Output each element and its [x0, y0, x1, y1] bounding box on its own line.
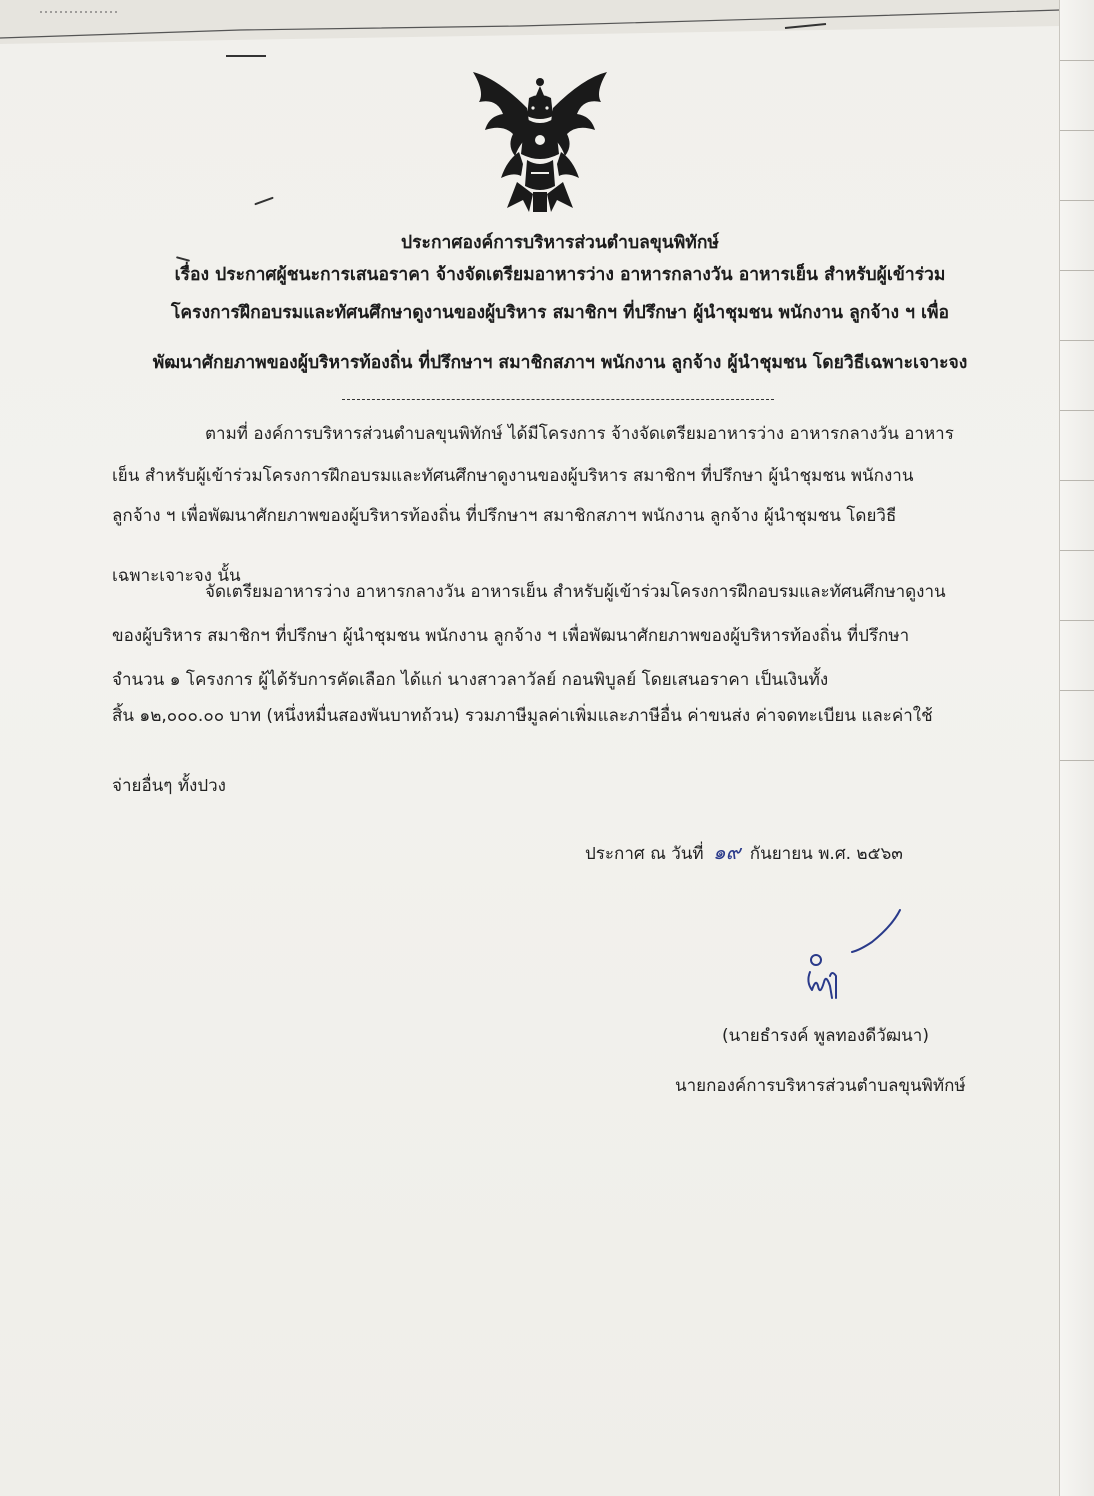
handwritten-signature-icon [796, 906, 908, 1002]
header-divider [342, 399, 774, 400]
date-suffix: กันยายน พ.ศ. ๒๕๖๓ [749, 844, 903, 864]
subject-line-3: พัฒนาศักยภาพของผู้บริหารท้องถิ่น ที่ปรึกษาฯ สมาชิกสภาฯ พนักงาน ลูกจ้าง ผู้นำชุมชน โดยวิธีเฉพาะเจาะจง [152, 353, 968, 373]
paragraph2-line3: จำนวน ๑ โครงการ ผู้ได้รับการคัดเลือก ได้แก่ นางสาวลาวัลย์ กอนพิบูลย์ โดยเสนอราคา เป็นเงินทั้ง [112, 670, 829, 690]
notebook-edge [1059, 0, 1094, 1496]
paragraph2-line2: ของผู้บริหาร สมาชิกฯ ที่ปรึกษา ผู้นำชุมชน พนักงาน ลูกจ้าง ฯ เพื่อพัฒนาศักยภาพของผู้บริหารท้องถิ่น ที่ปรึกษา [112, 626, 910, 646]
garuda-emblem-icon [467, 68, 613, 218]
subject-line-1: เรื่อง ประกาศผู้ชนะการเสนอราคา จ้างจัดเตรียมอาหารว่าง อาหารกลางวัน อาหารเย็น สำหรับผู้เข้าร่วม [174, 265, 946, 285]
signatory-name: (นายธำรงค์ พูลทองดีวัฒนา) [722, 1026, 929, 1046]
paragraph2-line5: จ่ายอื่นๆ ทั้งปวง [112, 776, 226, 796]
signatory-title: นายกองค์การบริหารส่วนตำบลขุนพิทักษ์ [675, 1076, 966, 1096]
paragraph2-line4: สิ้น ๑๒,๐๐๐.๐๐ บาท (หนึ่งหมื่นสองพันบาทถ้วน) รวมภาษีมูลค่าเพิ่มและภาษีอื่น ค่าขนส่ง ค่าจดทะเบียน และค่าใช้ [112, 706, 933, 726]
paper-top-edge [0, 0, 1094, 60]
paragraph1-line2: เย็น สำหรับผู้เข้าร่วมโครงการฝึกอบรมและทัศนศึกษาดูงานของผู้บริหาร สมาชิกฯ ที่ปรึกษา ผู้นำชุมชน พนักงาน [112, 466, 914, 486]
subject-line-2: โครงการฝึกอบรมและทัศนศึกษาดูงานของผู้บริหาร สมาชิกฯ ที่ปรึกษา ผู้นำชุมชน พนักงาน ลูกจ้าง ฯ เพื่อ [170, 303, 950, 323]
announcement-date [585, 836, 903, 868]
paragraph1-line3: ลูกจ้าง ฯ เพื่อพัฒนาศักยภาพของผู้บริหารท้องถิ่น ที่ปรึกษาฯ สมาชิกสภาฯ พนักงาน ลูกจ้าง ผู้นำชุมชน โดยวิธี [112, 506, 897, 526]
date-day-handwritten: ๑๙ [713, 840, 741, 864]
paragraph1-line4: เฉพาะเจาะจง นั้น [112, 566, 241, 586]
paragraph1-line1: ตามที่ องค์การบริหารส่วนตำบลขุนพิทักษ์ ได้มีโครงการ จ้างจัดเตรียมอาหารว่าง อาหารกลางวัน อาหาร [205, 424, 954, 444]
paragraph2-line1: จัดเตรียมอาหารว่าง อาหารกลางวัน อาหารเย็น สำหรับผู้เข้าร่วมโครงการฝึกอบรมและทัศนศึกษาดูงาน [205, 582, 946, 602]
ink-mark [254, 197, 273, 206]
date-prefix: ประกาศ ณ วันที่ [585, 844, 704, 864]
document-org-title: ประกาศองค์การบริหารส่วนตำบลขุนพิทักษ์ [401, 233, 719, 253]
